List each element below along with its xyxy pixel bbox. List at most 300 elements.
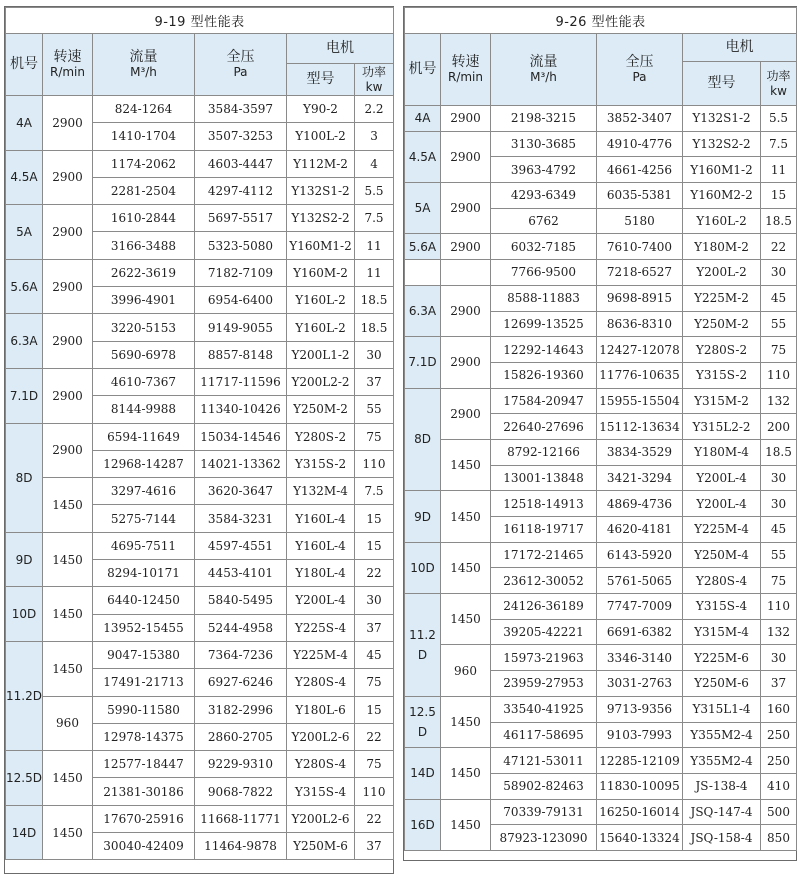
pressure-cell: 8636-8310 <box>597 311 683 337</box>
model-cell: 6.3A <box>6 314 43 369</box>
pressure-cell: 6927-6246 <box>195 669 287 696</box>
pressure-cell: 11668-11771 <box>195 805 287 832</box>
speed-cell: 1450 <box>43 805 93 860</box>
motor-type-cell: Y160M2-2 <box>683 183 761 209</box>
flow-cell: 824-1264 <box>93 96 195 123</box>
pressure-cell: 6691-6382 <box>597 619 683 645</box>
flow-cell: 1174-2062 <box>93 150 195 177</box>
motor-type-cell: Y280S-2 <box>683 337 761 363</box>
pressure-cell: 3834-3529 <box>597 439 683 465</box>
power-cell: 30 <box>761 260 797 286</box>
power-cell: 18.5 <box>761 439 797 465</box>
flow-cell: 17172-21465 <box>491 542 597 568</box>
speed-cell: 2900 <box>43 150 93 205</box>
flow-cell: 9047-15380 <box>93 641 195 668</box>
power-cell: 500 <box>761 799 797 825</box>
motor-type-cell: Y225M-2 <box>683 285 761 311</box>
header-flow: 流量 M³/h <box>491 34 597 106</box>
model-cell: 16D <box>405 799 441 850</box>
flow-cell: 6594-11649 <box>93 423 195 450</box>
pressure-cell: 15640-13324 <box>597 825 683 851</box>
speed-cell: 2900 <box>43 368 93 423</box>
motor-type-cell: JSQ-158-4 <box>683 825 761 851</box>
motor-type-cell: Y132S2-2 <box>287 205 355 232</box>
header-speed: 转速 R/min <box>43 34 93 96</box>
table-row <box>6 587 394 614</box>
power-cell: 7.5 <box>761 131 797 157</box>
table-row <box>405 748 797 774</box>
table-row <box>6 259 394 286</box>
pressure-cell: 3620-3647 <box>195 478 287 505</box>
power-cell: 11 <box>355 232 394 259</box>
header-power: 功率 kw <box>761 62 797 106</box>
speed-cell: 1450 <box>441 491 491 542</box>
flow-cell: 8294-10171 <box>93 560 195 587</box>
table-row <box>6 478 394 505</box>
motor-type-cell: Y280S-4 <box>287 669 355 696</box>
pressure-cell: 5323-5080 <box>195 232 287 259</box>
model-cell: 4A <box>405 106 441 132</box>
motor-type-cell: Y225M-6 <box>683 645 761 671</box>
power-cell: 37 <box>761 671 797 697</box>
flow-cell: 58902-82463 <box>491 773 597 799</box>
motor-type-cell: Y355M2-4 <box>683 722 761 748</box>
pressure-cell: 9103-7993 <box>597 722 683 748</box>
motor-type-cell: Y160L-2 <box>287 287 355 314</box>
flow-cell: 2198-3215 <box>491 106 597 132</box>
power-cell: 7.5 <box>355 478 394 505</box>
motor-type-cell: Y280S-2 <box>287 423 355 450</box>
header-speed: 转速 R/min <box>441 34 491 106</box>
flow-cell: 47121-53011 <box>491 748 597 774</box>
pressure-cell: 5697-5517 <box>195 205 287 232</box>
motor-type-cell: Y180L-6 <box>287 696 355 723</box>
flow-cell: 23959-27953 <box>491 671 597 697</box>
power-cell: 45 <box>355 641 394 668</box>
model-cell: 9D <box>405 491 441 542</box>
flow-cell: 3220-5153 <box>93 314 195 341</box>
pressure-cell: 5761-5065 <box>597 568 683 594</box>
speed-cell: 1450 <box>441 748 491 799</box>
flow-cell: 15973-21963 <box>491 645 597 671</box>
speed-cell: 2900 <box>441 106 491 132</box>
table-row <box>6 423 394 450</box>
power-cell: 410 <box>761 773 797 799</box>
model-cell: 5A <box>405 183 441 234</box>
power-cell: 3 <box>355 123 394 150</box>
pressure-cell: 6143-5920 <box>597 542 683 568</box>
pressure-cell: 5180 <box>597 208 683 234</box>
table-row <box>6 532 394 559</box>
power-cell: 45 <box>761 285 797 311</box>
power-cell: 22 <box>761 234 797 260</box>
pressure-cell: 8857-8148 <box>195 341 287 368</box>
flow-cell: 8792-12166 <box>491 439 597 465</box>
model-cell: 10D <box>405 542 441 593</box>
pressure-cell: 4297-4112 <box>195 177 287 204</box>
power-cell: 2.2 <box>355 96 394 123</box>
motor-type-cell: Y355M2-4 <box>683 748 761 774</box>
model-cell: 14D <box>6 805 43 860</box>
pressure-cell: 4869-4736 <box>597 491 683 517</box>
model-cell: 4A <box>6 96 43 151</box>
flow-cell: 12518-14913 <box>491 491 597 517</box>
power-cell: 132 <box>761 388 797 414</box>
flow-cell: 12699-13525 <box>491 311 597 337</box>
power-cell: 75 <box>355 669 394 696</box>
motor-type-cell: Y200L-2 <box>683 260 761 286</box>
model-cell: 5.6A <box>6 259 43 314</box>
model-cell: 12.5D <box>6 751 43 806</box>
table-row <box>405 799 797 825</box>
pressure-cell: 3584-3597 <box>195 96 287 123</box>
pressure-cell: 3346-3140 <box>597 645 683 671</box>
power-cell: 22 <box>355 805 394 832</box>
motor-type-cell: Y180L-4 <box>287 560 355 587</box>
model-cell: 8D <box>6 423 43 532</box>
motor-type-cell: Y315S-4 <box>287 778 355 805</box>
flow-cell: 39205-42221 <box>491 619 597 645</box>
power-cell: 30 <box>761 465 797 491</box>
model-cell: 6.3A <box>405 285 441 336</box>
table-row <box>405 337 797 363</box>
motor-type-cell: Y180M-4 <box>683 439 761 465</box>
power-cell: 200 <box>761 414 797 440</box>
model-cell: 11.2D <box>405 594 441 697</box>
motor-type-cell: Y132M-4 <box>287 478 355 505</box>
motor-type-cell: Y315S-4 <box>683 594 761 620</box>
power-cell: 55 <box>355 396 394 423</box>
speed-cell: 2900 <box>441 131 491 182</box>
power-cell: 15 <box>355 696 394 723</box>
flow-cell: 4610-7367 <box>93 368 195 395</box>
model-cell: 5A <box>6 205 43 260</box>
motor-type-cell: Y200L-4 <box>683 465 761 491</box>
table-9-26-panel <box>403 6 797 861</box>
motor-type-cell: Y200L-4 <box>683 491 761 517</box>
pressure-cell: 15112-13634 <box>597 414 683 440</box>
flow-cell: 17491-21713 <box>93 669 195 696</box>
table-row <box>6 696 394 723</box>
flow-cell: 15826-19360 <box>491 362 597 388</box>
power-cell: 110 <box>355 778 394 805</box>
power-cell: 55 <box>761 311 797 337</box>
flow-cell: 24126-36189 <box>491 594 597 620</box>
pressure-cell: 2860-2705 <box>195 723 287 750</box>
header-pressure: 全压 Pa <box>597 34 683 106</box>
speed-cell: 2900 <box>441 234 491 260</box>
flow-cell: 3130-3685 <box>491 131 597 157</box>
power-cell: 37 <box>355 833 394 860</box>
model-cell: 12.5D <box>405 696 441 747</box>
pressure-cell: 9149-9055 <box>195 314 287 341</box>
table-row <box>405 183 797 209</box>
motor-type-cell: Y315S-2 <box>683 362 761 388</box>
pressure-cell: 11717-11596 <box>195 368 287 395</box>
table-row <box>405 260 797 286</box>
motor-type-cell: Y280S-4 <box>287 751 355 778</box>
motor-type-cell: Y315S-2 <box>287 450 355 477</box>
motor-type-cell: JSQ-147-4 <box>683 799 761 825</box>
speed-cell: 2900 <box>43 96 93 151</box>
speed-cell: 2900 <box>441 388 491 439</box>
motor-type-cell: Y315L2-2 <box>683 414 761 440</box>
table-row <box>405 106 797 132</box>
table-row <box>405 285 797 311</box>
speed-cell: 960 <box>441 645 491 696</box>
pressure-cell: 11464-9878 <box>195 833 287 860</box>
power-cell: 18.5 <box>761 208 797 234</box>
table-row <box>6 314 394 341</box>
flow-cell: 46117-58695 <box>491 722 597 748</box>
table-row <box>405 439 797 465</box>
table-row <box>405 388 797 414</box>
model-cell <box>405 260 441 286</box>
power-cell: 45 <box>761 517 797 543</box>
power-cell: 75 <box>761 568 797 594</box>
model-cell: 11.2D <box>6 641 43 750</box>
pressure-cell: 12285-12109 <box>597 748 683 774</box>
power-cell: 30 <box>761 491 797 517</box>
header-flow: 流量 M³/h <box>93 34 195 96</box>
table-row <box>6 641 394 668</box>
speed-cell: 2900 <box>43 423 93 478</box>
motor-type-cell: Y160M1-2 <box>287 232 355 259</box>
power-cell: 11 <box>761 157 797 183</box>
flow-cell: 4293-6349 <box>491 183 597 209</box>
power-cell: 75 <box>761 337 797 363</box>
flow-cell: 4695-7511 <box>93 532 195 559</box>
flow-cell: 3963-4792 <box>491 157 597 183</box>
pressure-cell: 5840-5495 <box>195 587 287 614</box>
pressure-cell: 7182-7109 <box>195 259 287 286</box>
power-cell: 15 <box>355 505 394 532</box>
header-motor-type: 型号 <box>683 62 761 106</box>
model-cell: 7.1D <box>405 337 441 388</box>
speed-cell: 1450 <box>441 542 491 593</box>
pressure-cell: 16250-16014 <box>597 799 683 825</box>
pressure-cell: 9068-7822 <box>195 778 287 805</box>
header-pressure: 全压 Pa <box>195 34 287 96</box>
table-row <box>6 805 394 832</box>
flow-cell: 6032-7185 <box>491 234 597 260</box>
motor-type-cell: Y315M-4 <box>683 619 761 645</box>
speed-cell: 1450 <box>441 799 491 850</box>
flow-cell: 12978-14375 <box>93 723 195 750</box>
speed-cell: 2900 <box>441 337 491 388</box>
pressure-cell: 9229-9310 <box>195 751 287 778</box>
power-cell: 37 <box>355 368 394 395</box>
motor-type-cell: Y112M-2 <box>287 150 355 177</box>
power-cell: 110 <box>355 450 394 477</box>
power-cell: 30 <box>355 587 394 614</box>
motor-type-cell: Y160L-4 <box>287 505 355 532</box>
motor-type-cell: Y280S-4 <box>683 568 761 594</box>
pressure-cell: 9713-9356 <box>597 696 683 722</box>
power-cell: 22 <box>355 560 394 587</box>
model-cell: 9D <box>6 532 43 587</box>
motor-type-cell: Y225M-4 <box>287 641 355 668</box>
power-cell: 30 <box>761 645 797 671</box>
flow-cell: 30040-42409 <box>93 833 195 860</box>
flow-cell: 8588-11883 <box>491 285 597 311</box>
motor-type-cell: Y250M-6 <box>287 833 355 860</box>
flow-cell: 3297-4616 <box>93 478 195 505</box>
pressure-cell: 3584-3231 <box>195 505 287 532</box>
speed-cell: 1450 <box>441 696 491 747</box>
power-cell: 7.5 <box>355 205 394 232</box>
speed-cell <box>441 260 491 286</box>
speed-cell: 1450 <box>43 641 93 696</box>
flow-cell: 87923-123090 <box>491 825 597 851</box>
flow-cell: 16118-19717 <box>491 517 597 543</box>
pressure-cell: 3031-2763 <box>597 671 683 697</box>
pressure-cell: 3182-2996 <box>195 696 287 723</box>
flow-cell: 1610-2844 <box>93 205 195 232</box>
flow-cell: 3996-4901 <box>93 287 195 314</box>
speed-cell: 1450 <box>43 532 93 587</box>
flow-cell: 2281-2504 <box>93 177 195 204</box>
model-cell: 14D <box>405 748 441 799</box>
pressure-cell: 11340-10426 <box>195 396 287 423</box>
pressure-cell: 7610-7400 <box>597 234 683 260</box>
speed-cell: 2900 <box>43 314 93 369</box>
power-cell: 18.5 <box>355 287 394 314</box>
header-model: 机号 <box>405 34 441 106</box>
table-row <box>405 542 797 568</box>
power-cell: 250 <box>761 748 797 774</box>
flow-cell: 3166-3488 <box>93 232 195 259</box>
speed-cell: 960 <box>43 696 93 751</box>
pressure-cell: 11830-10095 <box>597 773 683 799</box>
table-row <box>6 751 394 778</box>
flow-cell: 5690-6978 <box>93 341 195 368</box>
motor-type-cell: Y250M-2 <box>683 311 761 337</box>
speed-cell: 1450 <box>43 587 93 642</box>
header-model: 机号 <box>6 34 43 96</box>
model-cell: 4.5A <box>405 131 441 182</box>
flow-cell: 13952-15455 <box>93 614 195 641</box>
speed-cell: 2900 <box>43 205 93 260</box>
motor-type-cell: Y132S1-2 <box>287 177 355 204</box>
flow-cell: 70339-79131 <box>491 799 597 825</box>
power-cell: 250 <box>761 722 797 748</box>
flow-cell: 22640-27696 <box>491 414 597 440</box>
table-row <box>6 205 394 232</box>
pressure-cell: 4620-4181 <box>597 517 683 543</box>
pressure-cell: 4603-4447 <box>195 150 287 177</box>
pressure-cell: 4661-4256 <box>597 157 683 183</box>
motor-type-cell: Y132S1-2 <box>683 106 761 132</box>
pressure-cell: 4597-4551 <box>195 532 287 559</box>
table-row <box>405 131 797 157</box>
power-cell: 5.5 <box>761 106 797 132</box>
motor-type-cell: Y160M1-2 <box>683 157 761 183</box>
motor-type-cell: JS-138-4 <box>683 773 761 799</box>
power-cell: 37 <box>355 614 394 641</box>
speed-cell: 1450 <box>43 751 93 806</box>
motor-type-cell: Y250M-2 <box>287 396 355 423</box>
flow-cell: 8144-9988 <box>93 396 195 423</box>
speed-cell: 2900 <box>441 285 491 336</box>
power-cell: 850 <box>761 825 797 851</box>
motor-type-cell: Y160L-2 <box>287 314 355 341</box>
motor-type-cell: Y160L-4 <box>287 532 355 559</box>
pressure-cell: 4453-4101 <box>195 560 287 587</box>
power-cell: 132 <box>761 619 797 645</box>
power-cell: 75 <box>355 423 394 450</box>
flow-cell: 7766-9500 <box>491 260 597 286</box>
flow-cell: 17670-25916 <box>93 805 195 832</box>
pressure-cell: 6035-5381 <box>597 183 683 209</box>
speed-cell: 1450 <box>441 594 491 645</box>
motor-type-cell: Y90-2 <box>287 96 355 123</box>
pressure-cell: 3507-3253 <box>195 123 287 150</box>
flow-cell: 21381-30186 <box>93 778 195 805</box>
pressure-cell: 14021-13362 <box>195 450 287 477</box>
pressure-cell: 6954-6400 <box>195 287 287 314</box>
pressure-cell: 3421-3294 <box>597 465 683 491</box>
table-row <box>6 150 394 177</box>
motor-type-cell: Y250M-4 <box>683 542 761 568</box>
power-cell: 110 <box>761 362 797 388</box>
motor-type-cell: Y200L-4 <box>287 587 355 614</box>
power-cell: 15 <box>761 183 797 209</box>
flow-cell: 13001-13848 <box>491 465 597 491</box>
speed-cell: 1450 <box>43 478 93 533</box>
speed-cell: 2900 <box>441 183 491 234</box>
power-cell: 5.5 <box>355 177 394 204</box>
pressure-cell: 7218-6527 <box>597 260 683 286</box>
flow-cell: 23612-30052 <box>491 568 597 594</box>
pressure-cell: 15955-15504 <box>597 388 683 414</box>
flow-cell: 2622-3619 <box>93 259 195 286</box>
table-9-19-panel <box>4 6 394 874</box>
motor-type-cell: Y180M-2 <box>683 234 761 260</box>
flow-cell: 33540-41925 <box>491 696 597 722</box>
performance-table-9-19 <box>5 7 394 860</box>
flow-cell: 12968-14287 <box>93 450 195 477</box>
model-cell: 10D <box>6 587 43 642</box>
flow-cell: 5990-11580 <box>93 696 195 723</box>
table-title: 9-26 型性能表 <box>405 8 797 34</box>
pressure-cell: 12427-12078 <box>597 337 683 363</box>
table-title: 9-19 型性能表 <box>6 8 394 34</box>
table-row <box>405 594 797 620</box>
motor-type-cell: Y225M-4 <box>683 517 761 543</box>
motor-type-cell: Y200L2-6 <box>287 805 355 832</box>
flow-cell: 12577-18447 <box>93 751 195 778</box>
pressure-cell: 4910-4776 <box>597 131 683 157</box>
performance-table-9-26 <box>404 7 797 851</box>
model-cell: 8D <box>405 388 441 491</box>
model-cell: 5.6A <box>405 234 441 260</box>
table-row <box>6 368 394 395</box>
power-cell: 15 <box>355 532 394 559</box>
power-cell: 30 <box>355 341 394 368</box>
table-row <box>6 96 394 123</box>
power-cell: 11 <box>355 259 394 286</box>
pressure-cell: 5244-4958 <box>195 614 287 641</box>
flow-cell: 1410-1704 <box>93 123 195 150</box>
motor-type-cell: Y160M-2 <box>287 259 355 286</box>
motor-type-cell: Y200L1-2 <box>287 341 355 368</box>
motor-type-cell: Y132S2-2 <box>683 131 761 157</box>
power-cell: 18.5 <box>355 314 394 341</box>
motor-type-cell: Y315M-2 <box>683 388 761 414</box>
model-cell: 7.1D <box>6 368 43 423</box>
pressure-cell: 7364-7236 <box>195 641 287 668</box>
